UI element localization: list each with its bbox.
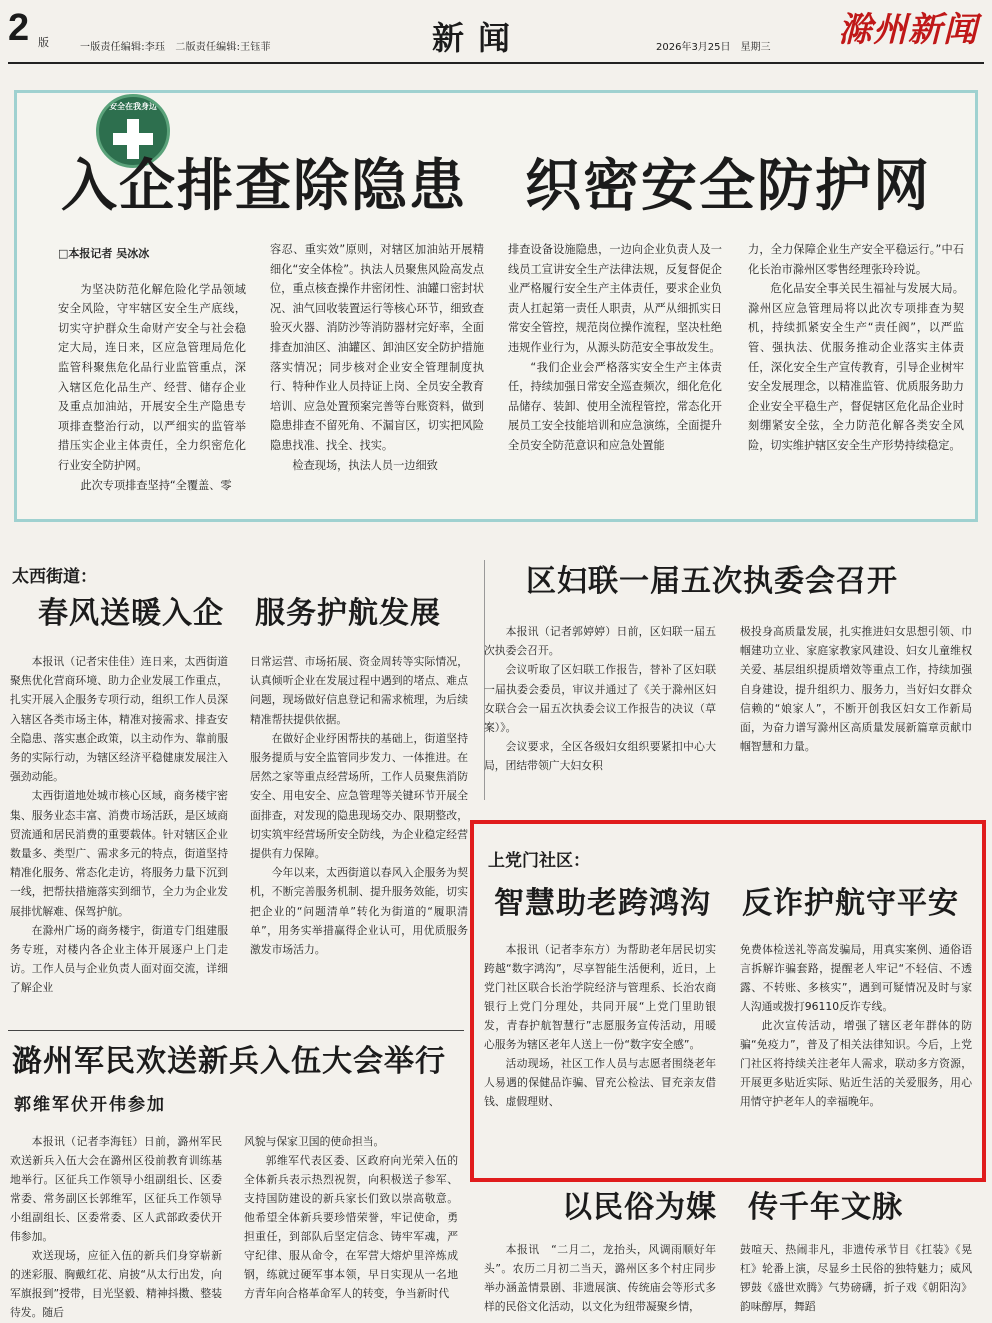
feature-paragraph: 检查现场，执法人员一边细致 bbox=[292, 458, 438, 472]
page-unit: 版 bbox=[38, 36, 49, 49]
feature-paragraph: 为坚决防范化解危险化学品领域安全风险，守牢辖区安全生产底线，切实守护群众生命财产安全与社会稳定大局，连日来，区应急管理局危化监管科聚焦危化品行业监管重点，深入辖区危化品生产、经营、储存企业及重点加油站，开展安全生产隐患专项排查整治行动，以严细实的监管举措压实企业主体责任，全力织密危化行业安全防护网。 bbox=[58, 282, 246, 472]
minsu-headline: 以民俗为媒 传千年文脉 bbox=[562, 1190, 903, 1225]
fulian-column-1 bbox=[484, 622, 716, 776]
taixi-kicker: 太西街道： bbox=[12, 567, 97, 587]
junmin-column-1 bbox=[10, 1132, 222, 1322]
taixi-paragraph: 在做好企业纾困帮扶的基础上，街道坚持服务提质与安全监管同步发力、一体推进。在居然之家等重点经营场所，工作人员聚焦消防安全、用电安全、应急管理等关键环节开展全面排查，对发现的隐患现场交办、限期整改，切实筑牢经营场所安全防线，为企业稳定经营提供有力保障。 bbox=[250, 731, 468, 861]
fulian-paragraph: 会议听取了区妇联工作报告，替补了区妇联一届执委会委员，审议并通过了《关于滁州区妇女联合会一届五次执委会议工作报告的决议（草案）》。 bbox=[484, 663, 716, 735]
feature-column-2 bbox=[270, 240, 484, 475]
issue-date: 2026年3月25日 星期三 bbox=[656, 42, 771, 53]
junmin-paragraph: 郭维军代表区委、区政府向光荣入伍的全体新兵表示热烈祝贺，向积极送子参军、支持国防建设的新兵家长们致以崇高敬意。他希望全体新兵要珍惜荣誉，牢记使命，勇担重任，到部队后坚定信念、铸牢军魂，严守纪律、服从命令，在军营大熔炉里淬炼成钢，练就过硬军事本领，早日实现从一名地方青年向合格革命军人的转变，争当新时代 bbox=[244, 1154, 458, 1300]
junmin-paragraph: 风貌与保家卫国的使命担当。 bbox=[244, 1135, 385, 1148]
editors-line: 一版责任编辑:李珏 二版责任编辑:王钰菲 bbox=[80, 42, 271, 53]
taixi-column-1 bbox=[10, 652, 228, 998]
minsu-paragraph: 本报讯 “二月二，龙抬头，风调雨顺好年头”。农历二月初二当天，潞州区多个村庄同步举办涵盖情景剧、非遗展演、传统庙会等形式多样的民俗文化活动，以文化为纽带凝聚乡情， bbox=[484, 1243, 716, 1313]
shangdang-column-1 bbox=[484, 940, 716, 1111]
junmin-paragraph: 本报讯（记者李海钰）日前，潞州军民欢送新兵入伍大会在潞州区役前教育训练基地举行。区征兵工作领导小组副组长、区委常委、常务副区长郭维军，区征兵工作领导小组副组长、区委常委、区人武部政委伏开伟参加。 bbox=[10, 1135, 222, 1243]
taixi-paragraph: 今年以来，太西街道以春风入企服务为契机，不断完善服务机制、提升服务效能，切实把企业的“问题清单”转化为街道的“履职清单”，用务实举措赢得企业认可，用优质服务激发市场活力。 bbox=[250, 866, 468, 957]
taixi-paragraph: 在滁州广场的商务楼宇，街道专门组建服务专班，对楼内各企业主体开展逐户上门走访。工作人员与企业负责人面对面交流，详细了解企业 bbox=[10, 923, 228, 995]
shangdang-paragraph: 本报讯（记者李东方）为帮助老年居民切实跨越“数字鸿沟”，尽享智能生活便利，近日，上党门社区联合长治学院经济与管理系、长治农商银行上党门分理处，共同开展“上党门里助银发，青春护航智慧行”志愿服务宣传活动，用暖心服务为辖区老年人送上一份“数字安全感”。 bbox=[484, 943, 716, 1051]
section-rule bbox=[8, 1030, 464, 1031]
taixi-paragraph: 日常运营、市场拓展、资金周转等实际情况，认真倾听企业在发展过程中遇到的堵点、难点问题，现场做好信息登记和需求梳理，为后续精准帮扶提供依据。 bbox=[250, 655, 468, 726]
fulian-paragraph: 极投身高质量发展，扎实推进妇女思想引领、巾帼建功立业、家庭家教家风建设、妇女儿童维权关爱、基层组织提质增效等重点工作，持续加强自身建设，提升组织力、服务力，当好妇女群众信赖的“娘家人”，不断开创我区妇女工作新局面，为奋力谱写滁州区高质量发展新篇章贡献巾帼智慧和力量。 bbox=[740, 625, 972, 754]
taixi-headline: 春风送暖入企 服务护航发展 bbox=[38, 596, 441, 631]
shangdang-kicker: 上党门社区： bbox=[488, 851, 590, 871]
feature-paragraph: 危化品安全事关民生福祉与发展大局。滁州区应急管理局将以此次专项排查为契机，持续抓紧安全生产“责任阀”，以严监管、强执法、优服务推动企业落实主体责任，深化安全生产宣传教育，引导企业树牢安全发展理念，以精准监管、优质服务助力企业安全平稳生产，督促辖区危化品企业时刻绷紧安全弦，全力防范化解各类安全风险，切实维护辖区安全生产形势持续稳定。 bbox=[748, 282, 964, 452]
feature-byline: □本报记者 吴冰冰 bbox=[58, 247, 150, 260]
feature-paragraph: 排查设备设施隐患，一边向企业负责人及一线员工宣讲安全生产法律法规，反复督促企业严格履行安全生产主体责任，要求企业负责人扛起第一责任人职责，从严从细抓实日常安全管控，规范岗位操作流程，坚决杜绝违规作业行为，从源头防范安全事故发生。 bbox=[508, 243, 722, 354]
cross-icon-bar bbox=[113, 133, 153, 145]
feature-paragraph: “我们企业会严格落实安全生产主体责任，持续加强日常安全巡查频次，细化危化品储存、装卸、使用全流程管控，常态化开展员工安全技能培训和应急演练，全面提升全员安全防范意识和应急处置能 bbox=[508, 360, 722, 452]
taixi-column-2 bbox=[250, 652, 468, 959]
feature-headline: 入企排查除隐患 织密安全防护网 bbox=[61, 153, 931, 219]
minsu-column-2 bbox=[740, 1240, 972, 1322]
safety-badge-text: 安全在我身边 bbox=[109, 102, 157, 111]
feature-column-1 bbox=[58, 244, 246, 495]
taixi-paragraph: 本报讯（记者宋佳佳）连日来，太西街道聚焦优化营商环境、助力企业发展工作重点，扎实开展入企服务专项行动，组织工作人员深入辖区各类市场主体，精准对接需求、排查安全隐患、落实惠企政策，以主动作为、靠前服务的实际行动，为辖区经济平稳健康发展注入强劲动能。 bbox=[10, 655, 228, 784]
minsu-column-1 bbox=[484, 1240, 716, 1322]
feature-paragraph: 容忍、重实效”原则，对辖区加油站开展精细化“安全体检”。执法人员聚焦风险高发点位，重点核查操作井密闭性、油罐口密封状况、油气回收装置运行等核心环节，细致查验灭火器、消防沙等消防器材完好率，全面排查加油区、油罐区、卸油区安全防护措施落实情况；同步核对企业安全管理制度执行、特种作业人员持证上岗、全员安全教育培训、应急处置预案完善等台账资料，做到隐患排查不留死角、不漏盲区，切实把风险隐患找准、找全、找实。 bbox=[270, 243, 484, 452]
shangdang-paragraph: 免费体检送礼等高发骗局，用真实案例、通俗语言拆解诈骗套路，提醒老人牢记“不轻信、不透露、不转账、多核实”，遇到可疑情况及时与家人沟通或拨打96110反诈专线。 bbox=[740, 943, 972, 1013]
fulian-column-2 bbox=[740, 622, 972, 756]
newspaper-name: 滁州新闻 bbox=[838, 10, 978, 50]
feature-column-3 bbox=[508, 240, 722, 456]
feature-paragraph: 此次专项排查坚持“全覆盖、零 bbox=[80, 478, 232, 492]
junmin-headline: 潞州军民欢送新兵入伍大会举行 bbox=[12, 1044, 446, 1079]
shangdang-headline: 智慧助老跨鸿沟 反诈护航守平安 bbox=[494, 886, 959, 921]
shangdang-paragraph: 此次宣传活动，增强了辖区老年群体的防骗“免疫力”，普及了相关法律知识。今后，上党门社区将持续关注老年人需求，联动多方资源，开展更多贴近实际、贴近生活的关爱服务，用心用情守护老年人的幸福晚年。 bbox=[740, 1019, 972, 1108]
fulian-headline: 区妇联一届五次执委会召开 bbox=[526, 564, 898, 599]
junmin-paragraph: 欢送现场，应征入伍的新兵们身穿崭新的迷彩服、胸戴红花、肩披“从太行出发，向军旗报到”授带，目光坚毅、精神抖擞、整装待发。随后 bbox=[10, 1249, 222, 1319]
shangdang-paragraph: 活动现场，社区工作人员与志愿者围绕老年人易遇的保健品诈骗、冒充公检法、冒充亲友借钱、虚假理财、 bbox=[484, 1057, 716, 1108]
junmin-subheadline: 郭维军伏开伟参加 bbox=[14, 1095, 166, 1115]
minsu-paragraph: 鼓喧天、热闹非凡，非遗传承节目《扛装》《晃杠》轮番上演，尽显乡土民俗的独特魅力；威风锣鼓《盛世欢腾》气势磅礴，折子戏《朝阳沟》韵味醇厚，舞蹈 bbox=[740, 1243, 972, 1313]
taixi-paragraph: 太西街道地处城市核心区域，商务楼宇密集、服务业态丰富、消费市场活跃，是区域商贸流通和居民消费的重要载体。针对辖区企业数量多、类型广、需求多元的特点，街道坚持精准化服务、常态化走访，将服务力量下沉到一线，把帮扶措施落实到细节，全力为企业发展排忧解难、保驾护航。 bbox=[10, 789, 228, 918]
shangdang-column-2 bbox=[740, 940, 972, 1111]
junmin-column-2 bbox=[244, 1132, 458, 1322]
masthead-rule bbox=[8, 62, 984, 64]
safety-badge bbox=[78, 92, 188, 152]
feature-paragraph: 力，全力保障企业生产安全平稳运行。”中石化长治市滁州区零售经理张玲玲说。 bbox=[748, 243, 964, 276]
fulian-paragraph: 本报讯（记者郭婷婷）日前，区妇联一届五次执委会召开。 bbox=[484, 625, 716, 658]
section-title: 新闻 bbox=[432, 19, 525, 57]
page-number: 2 bbox=[8, 7, 30, 49]
fulian-paragraph: 会议要求，全区各级妇女组织要紧扣中心大局，团结带领广大妇女积 bbox=[484, 740, 716, 773]
feature-column-4 bbox=[748, 240, 964, 456]
